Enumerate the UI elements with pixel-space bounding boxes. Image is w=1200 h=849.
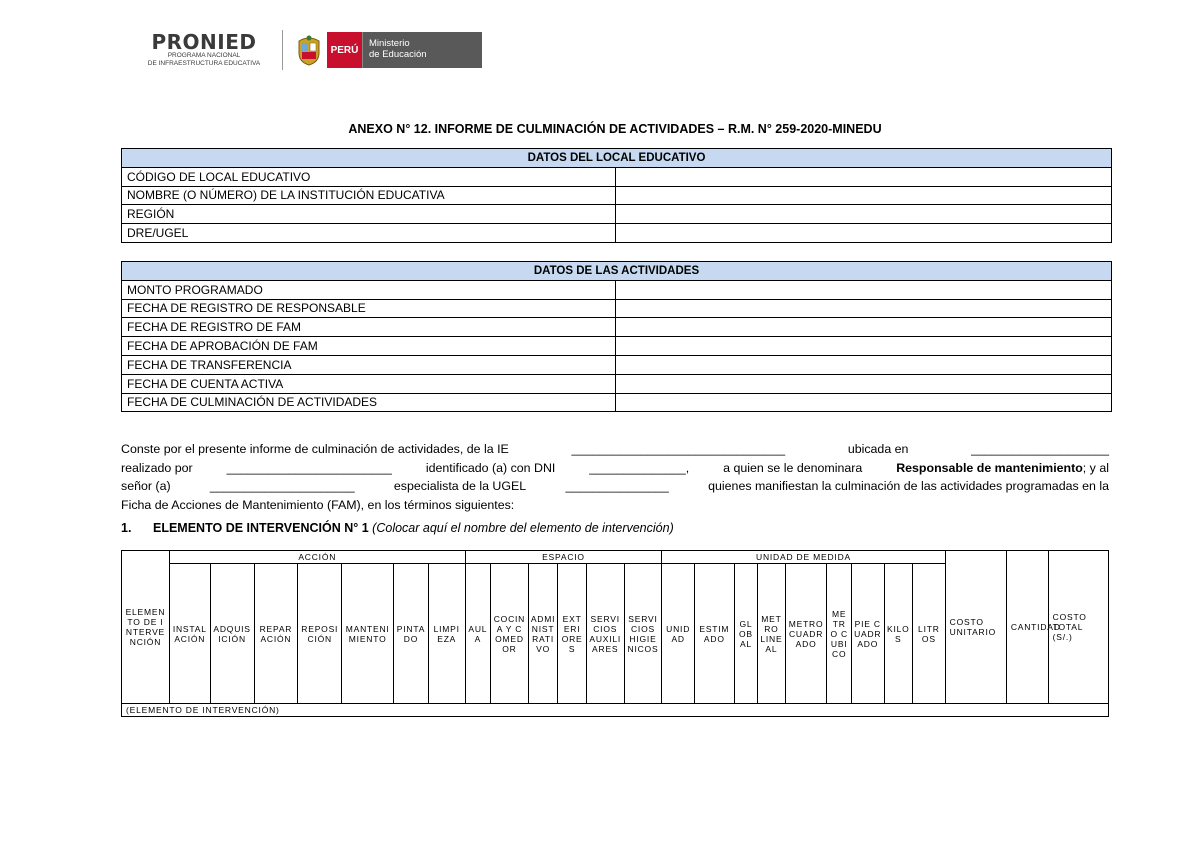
espacio-col-header: ADMINISTRATIVO xyxy=(528,564,558,704)
table-row xyxy=(122,393,1112,412)
intervention-table xyxy=(121,550,1109,717)
element-row-label: (ELEMENTO DE INTERVENCIÓN) xyxy=(122,704,1109,717)
unidad-col-header: ESTIMADO xyxy=(694,564,734,704)
specialist-name-blank[interactable]: _____________________ xyxy=(209,479,355,494)
value-cell[interactable] xyxy=(616,374,1112,393)
element-header: ELEMENTO DE INTERVENCIÓN xyxy=(122,551,170,704)
table-row xyxy=(122,704,1109,717)
unidad-col-header: METRO CUADRADO xyxy=(785,564,827,704)
value-cell[interactable] xyxy=(616,355,1112,374)
ie-blank[interactable]: _______________________________ xyxy=(571,442,786,456)
value-cell[interactable] xyxy=(616,186,1112,205)
responsible-name-blank[interactable]: ________________________ xyxy=(226,460,392,475)
quantity-header: CANTIDAD xyxy=(1006,551,1048,704)
table-row xyxy=(122,167,1112,186)
paragraph-line-3 xyxy=(121,477,1109,496)
row-label: FECHA DE REGISTRO DE RESPONSABLE xyxy=(122,299,616,318)
value-cell[interactable] xyxy=(616,205,1112,224)
unidad-col-header: METRO LINEAL xyxy=(758,564,786,704)
table-row xyxy=(122,224,1112,243)
espacio-group-header: ESPACIO xyxy=(465,551,662,564)
unidad-group-header: UNIDAD DE MEDIDA xyxy=(662,551,945,564)
document-title: ANEXO N° 12. INFORME DE CULMINACIÓN DE ACTIVIDADES – R.M. N° 259-2020-MINEDU xyxy=(348,122,882,136)
value-cell[interactable] xyxy=(616,318,1112,337)
minedu-line-1: Ministerio xyxy=(369,38,410,49)
table-row xyxy=(122,355,1112,374)
paragraph-line-2 xyxy=(121,459,1109,478)
row-label: FECHA DE TRANSFERENCIA xyxy=(122,355,616,374)
espacio-col-header: EXTERIORES xyxy=(558,564,587,704)
text-segment: a quien se le denominara xyxy=(723,460,863,475)
unidad-col-header: KILOS xyxy=(884,564,913,704)
pronied-wordmark: PRONIED xyxy=(151,30,257,54)
text-segment: señor (a) xyxy=(121,479,171,494)
value-cell[interactable] xyxy=(616,167,1112,186)
unidad-col-header: LITROS xyxy=(913,564,946,704)
minedu-line-2: de Educación xyxy=(369,49,427,60)
table-row xyxy=(122,318,1112,337)
pronied-subtitle-2: DE INFRAESTRUCTURA EDUCATIVA xyxy=(147,60,261,67)
text-segment: ubicada en xyxy=(847,442,909,456)
pronied-subtitle-1: PROGRAMA NACIONAL xyxy=(167,52,241,59)
table-row xyxy=(122,280,1112,299)
dni-blank[interactable]: ______________, xyxy=(589,460,690,475)
value-cell[interactable] xyxy=(616,224,1112,243)
row-label: FECHA DE CUENTA ACTIVA xyxy=(122,374,616,393)
text-segment: quienes manifiestan la culminación de las actividades programadas en la xyxy=(708,479,1109,494)
value-cell[interactable] xyxy=(616,393,1112,412)
section-title: ELEMENTO DE INTERVENCIÓN N° 1 xyxy=(153,521,369,535)
espacio-col-header: SERVICIOS AUXILIARES xyxy=(586,564,624,704)
espacio-col-header: COCINA Y COMEDOR xyxy=(491,564,529,704)
text-segment: realizado por xyxy=(121,460,193,475)
row-label: NOMBRE (O NÚMERO) DE LA INSTITUCIÓN EDUCATIVA xyxy=(122,186,616,205)
declaration-paragraph xyxy=(121,440,1109,515)
accion-col-header: REPARACIÓN xyxy=(254,564,298,704)
row-label: FECHA DE APROBACIÓN DE FAM xyxy=(122,337,616,356)
paragraph-line-4: Ficha de Acciones de Mantenimiento (FAM), en los términos siguientes: xyxy=(121,498,515,513)
paragraph-line-1 xyxy=(121,440,1109,459)
table-row xyxy=(122,299,1112,318)
accion-col-header: LIMPIEZA xyxy=(428,564,465,704)
espacio-col-header: AULA xyxy=(465,564,490,704)
accion-col-header: PINTADO xyxy=(394,564,429,704)
accion-col-header: REPOSICIÓN xyxy=(298,564,342,704)
coat-of-arms-icon xyxy=(295,33,323,67)
unidad-col-header: PIE CUADRADO xyxy=(851,564,884,704)
value-cell[interactable] xyxy=(616,299,1112,318)
row-label: REGIÓN xyxy=(122,205,616,224)
accion-col-header: ADQUISICIÓN xyxy=(210,564,254,704)
text-segment: identificado (a) con DNI xyxy=(425,460,556,475)
responsible-term: Responsable de mantenimiento xyxy=(896,460,1083,475)
section-note: (Colocar aquí el nombre del elemento de intervención) xyxy=(372,521,674,535)
unit-cost-header: COSTO UNITARIO xyxy=(945,551,1006,704)
section-heading xyxy=(121,521,674,535)
unidad-col-header: UNIDAD xyxy=(662,564,695,704)
accion-col-header: MANTENIMIENTO xyxy=(342,564,394,704)
text-segment: especialista de la UGEL xyxy=(393,479,527,494)
activities-table-heading: DATOS DE LAS ACTIVIDADES xyxy=(122,262,1112,281)
pronied-logo xyxy=(140,32,268,68)
table-row xyxy=(122,186,1112,205)
unidad-col-header: METRO CUBICO xyxy=(827,564,851,704)
value-cell[interactable] xyxy=(616,337,1112,356)
value-cell[interactable] xyxy=(616,280,1112,299)
location-blank[interactable]: ____________________ xyxy=(971,442,1109,456)
accion-col-header: INSTALACIÓN xyxy=(169,564,210,704)
peru-badge: PERÚ xyxy=(327,32,362,68)
row-label: FECHA DE REGISTRO DE FAM xyxy=(122,318,616,337)
section-number: 1. xyxy=(121,521,132,535)
table-row xyxy=(122,374,1112,393)
table-row xyxy=(122,337,1112,356)
local-data-table xyxy=(121,148,1112,243)
row-label: CÓDIGO DE LOCAL EDUCATIVO xyxy=(122,167,616,186)
text-segment: ; y al xyxy=(1082,460,1109,475)
text-segment: Conste por el presente informe de culminación de actividades, de la IE xyxy=(121,442,509,456)
table-row xyxy=(122,205,1112,224)
accion-group-header: ACCIÓN xyxy=(169,551,465,564)
header-logos xyxy=(140,28,482,72)
row-label: MONTO PROGRAMADO xyxy=(122,280,616,299)
unidad-col-header: GLOBAL xyxy=(734,564,757,704)
espacio-col-header: SERVICIOS HIGIENICOS xyxy=(624,564,662,704)
total-cost-header: COSTO TOTAL (S/.) xyxy=(1048,551,1108,704)
minedu-badge xyxy=(362,32,482,68)
text-segment xyxy=(896,459,1109,478)
ugel-blank[interactable]: _______________ xyxy=(565,479,669,494)
activities-data-table xyxy=(121,261,1112,412)
row-label: DRE/UGEL xyxy=(122,224,616,243)
local-table-heading: DATOS DEL LOCAL EDUCATIVO xyxy=(122,149,1112,168)
logo-divider xyxy=(282,30,283,70)
row-label: FECHA DE CULMINACIÓN DE ACTIVIDADES xyxy=(122,393,616,412)
